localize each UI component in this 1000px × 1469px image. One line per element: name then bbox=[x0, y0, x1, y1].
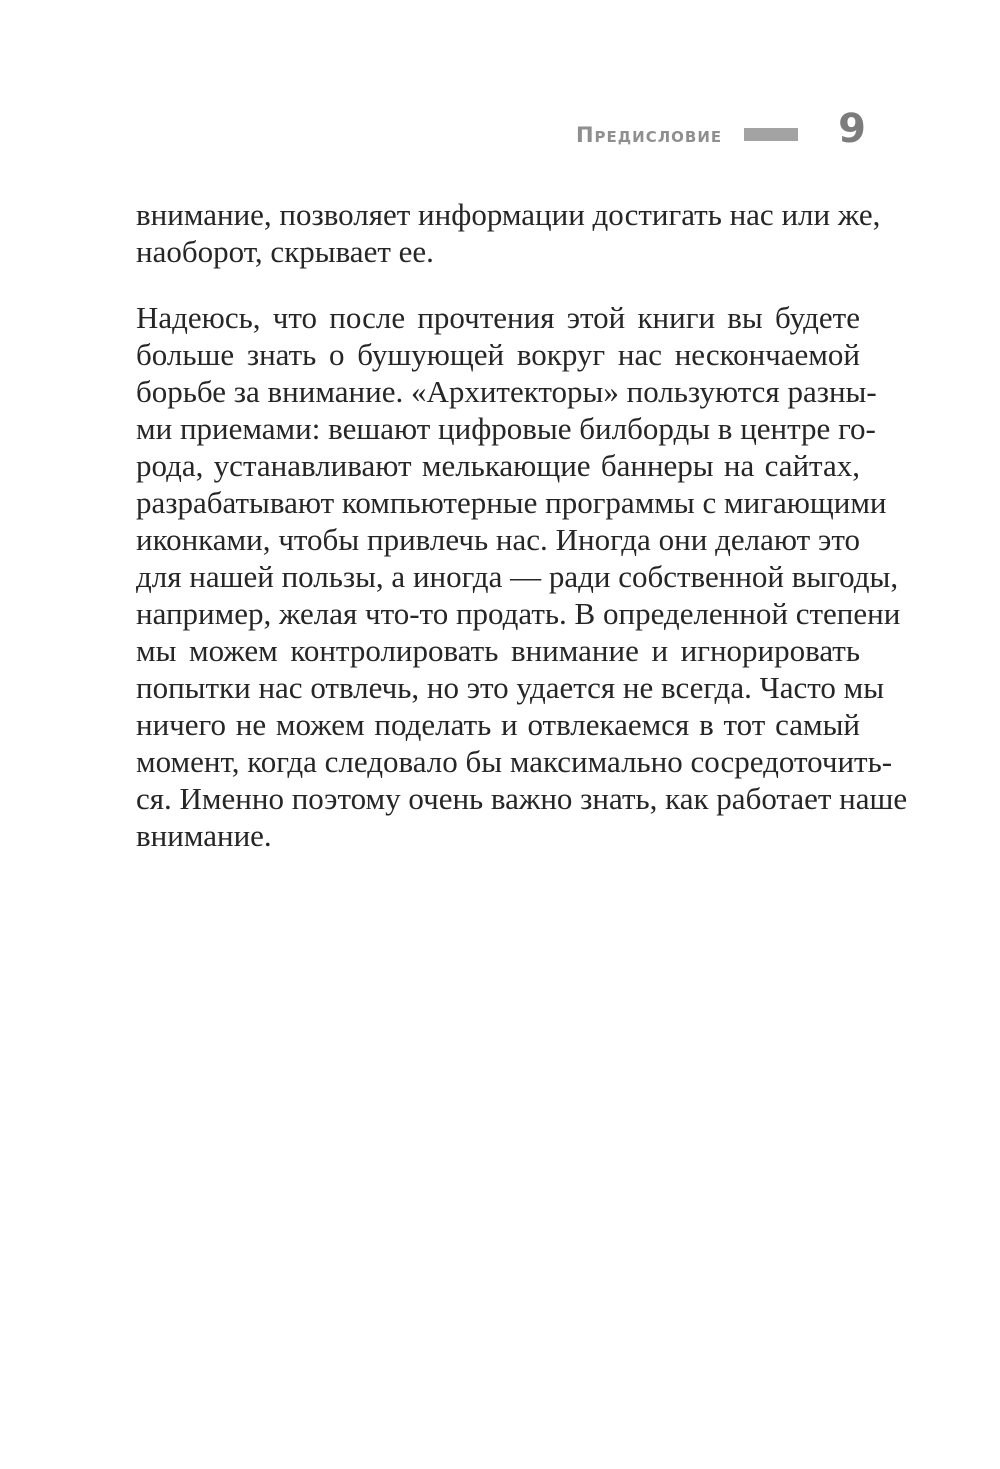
text-line: рода, устанавливают мелькающие баннеры на сайтах, bbox=[136, 448, 860, 483]
text-line: для нашей пользы, а иногда — ради собственной выгоды, bbox=[136, 559, 899, 594]
text-line: наоборот, скрывает ее. bbox=[136, 234, 434, 269]
text-line: момент, когда следовало бы максимально сосредоточить- bbox=[136, 744, 893, 779]
text-line: ми приемами: вешают цифровые билборды в центре го- bbox=[136, 411, 876, 446]
running-head bbox=[576, 104, 866, 154]
text-line: мы можем контролировать внимание и игнорировать bbox=[136, 633, 860, 668]
text-line: внимание, позволяет информации достигать нас или же, bbox=[136, 197, 881, 232]
text-line: ся. Именно поэтому очень важно знать, как работает наше bbox=[136, 781, 908, 816]
text-line: например, желая что-то продать. В определенной степени bbox=[136, 596, 901, 631]
section-title: Предисловие bbox=[575, 123, 723, 147]
text-line: ничего не можем поделать и отвлекаемся в тот самый bbox=[136, 707, 860, 742]
text-line: иконками, чтобы привлечь нас. Иногда они делают это bbox=[136, 522, 860, 557]
paragraph-1 bbox=[136, 196, 881, 270]
text-line: больше знать о бушующей вокруг нас нескончаемой bbox=[136, 337, 860, 372]
page-number: 9 bbox=[838, 106, 866, 152]
text-line: разрабатывают компьютерные программы с мигающими bbox=[136, 485, 887, 520]
paragraph-2 bbox=[136, 299, 908, 854]
text-line: Надеюсь, что после прочтения этой книги вы будете bbox=[136, 300, 860, 335]
text-line: попытки нас отвлечь, но это удается не всегда. Часто мы bbox=[136, 670, 885, 705]
header-bar-decoration bbox=[744, 128, 798, 141]
text-line: борьбе за внимание. «Архитекторы» пользуются разны- bbox=[136, 374, 877, 409]
text-line: внимание. bbox=[136, 818, 272, 853]
